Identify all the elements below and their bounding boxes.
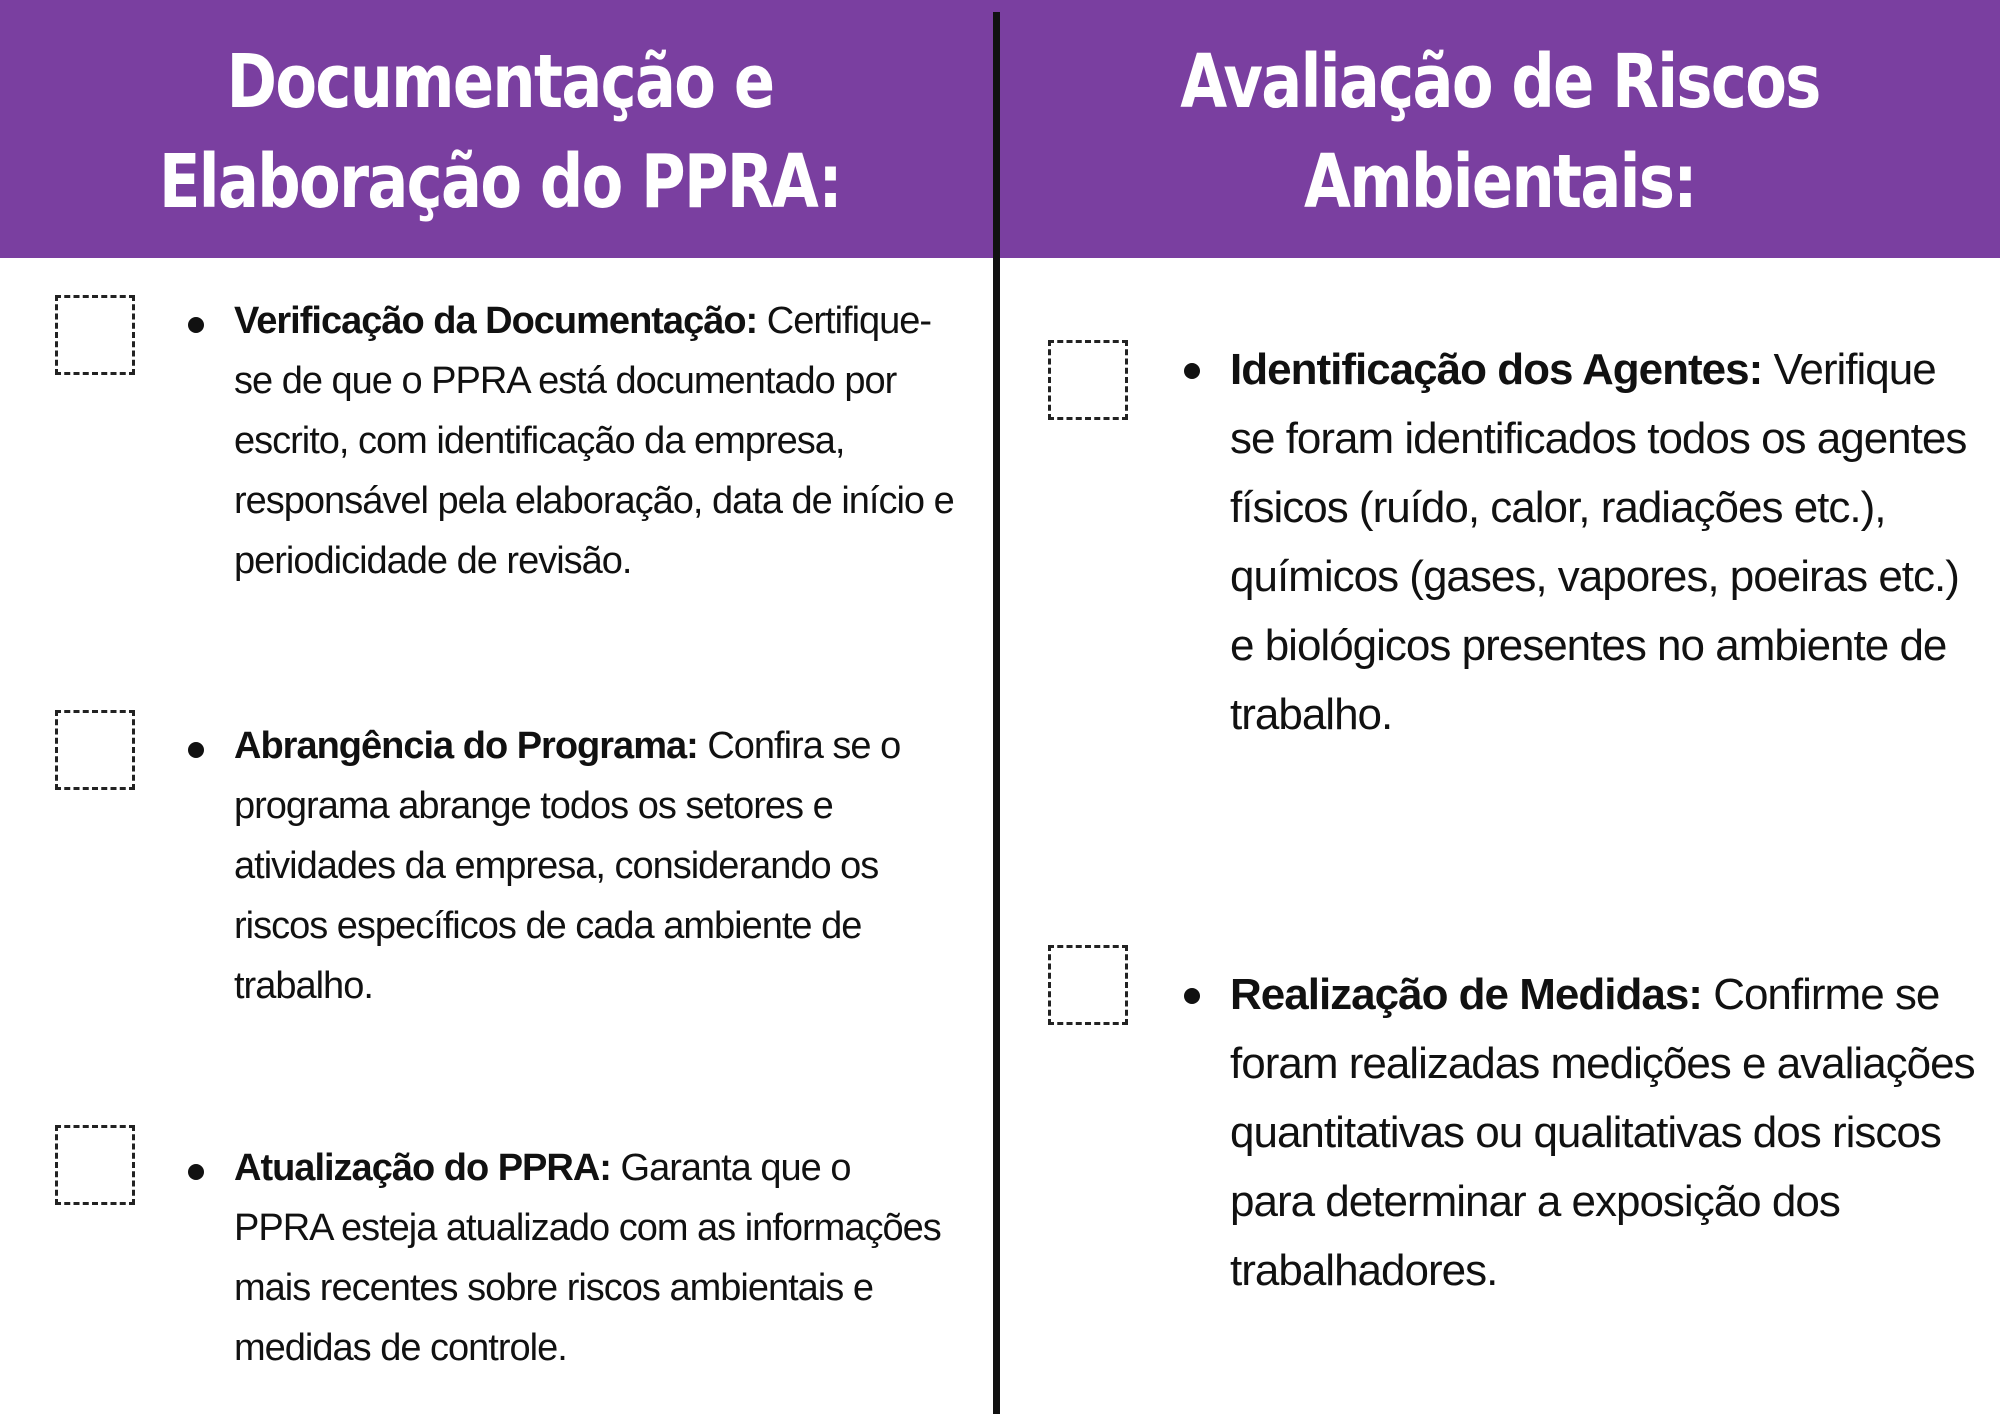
- item-body: Confirme se foram realizadas medições e avaliações quantitativas ou qualitativas dos riscos para determinar a exposição dos trabalhadores.: [1230, 970, 1975, 1295]
- checklist-item-identificacao: [1230, 335, 1980, 749]
- bullet-icon: [1184, 363, 1200, 379]
- checkbox-verificacao[interactable]: [55, 295, 135, 375]
- item-heading: Verificação da Documentação:: [234, 300, 758, 342]
- item-heading: Identificação dos Agentes:: [1230, 345, 1763, 394]
- checklist-item-abrangencia: [234, 716, 954, 1016]
- checkbox-identificacao[interactable]: [1048, 340, 1128, 420]
- bullet-icon: [188, 1164, 204, 1180]
- item-body: Garanta que o PPRA esteja atualizado com as informações mais recentes sobre riscos ambientais e medidas de controle.: [234, 1147, 941, 1369]
- checklist-item-atualizacao: [234, 1138, 954, 1378]
- checkbox-medidas[interactable]: [1048, 945, 1128, 1025]
- item-body: Verifique se foram identificados todos os agentes físicos (ruído, calor, radiações etc.), químicos (gases, vapores, poeiras etc.) e biológicos presentes no ambiente de trabalho.: [1230, 345, 1967, 739]
- checkbox-atualizacao[interactable]: [55, 1125, 135, 1205]
- column-title-avaliacao: Avaliação de Riscos Ambientais:: [1180, 39, 1820, 225]
- bullet-icon: [188, 742, 204, 758]
- checkbox-abrangencia[interactable]: [55, 710, 135, 790]
- item-heading: Abrangência do Programa:: [234, 725, 698, 767]
- bullet-icon: [188, 317, 204, 333]
- column-title-documentacao: Documentação e Elaboração do PPRA:: [158, 39, 842, 225]
- checklist-item-verificacao: [234, 291, 954, 591]
- item-body: Confira se o programa abrange todos os setores e atividades da empresa, considerando os riscos específicos de cada ambiente de trabalho.: [234, 725, 901, 1007]
- checklist-item-medidas: [1230, 960, 1980, 1305]
- bullet-icon: [1184, 988, 1200, 1004]
- item-heading: Realização de Medidas:: [1230, 970, 1702, 1019]
- item-heading: Atualização do PPRA:: [234, 1147, 611, 1189]
- column-divider: [993, 12, 1000, 1414]
- item-body: Certifique-se de que o PPRA está documentado por escrito, com identificação da empresa, responsável pela elaboração, data de início e periodicidade de revisão.: [234, 300, 954, 582]
